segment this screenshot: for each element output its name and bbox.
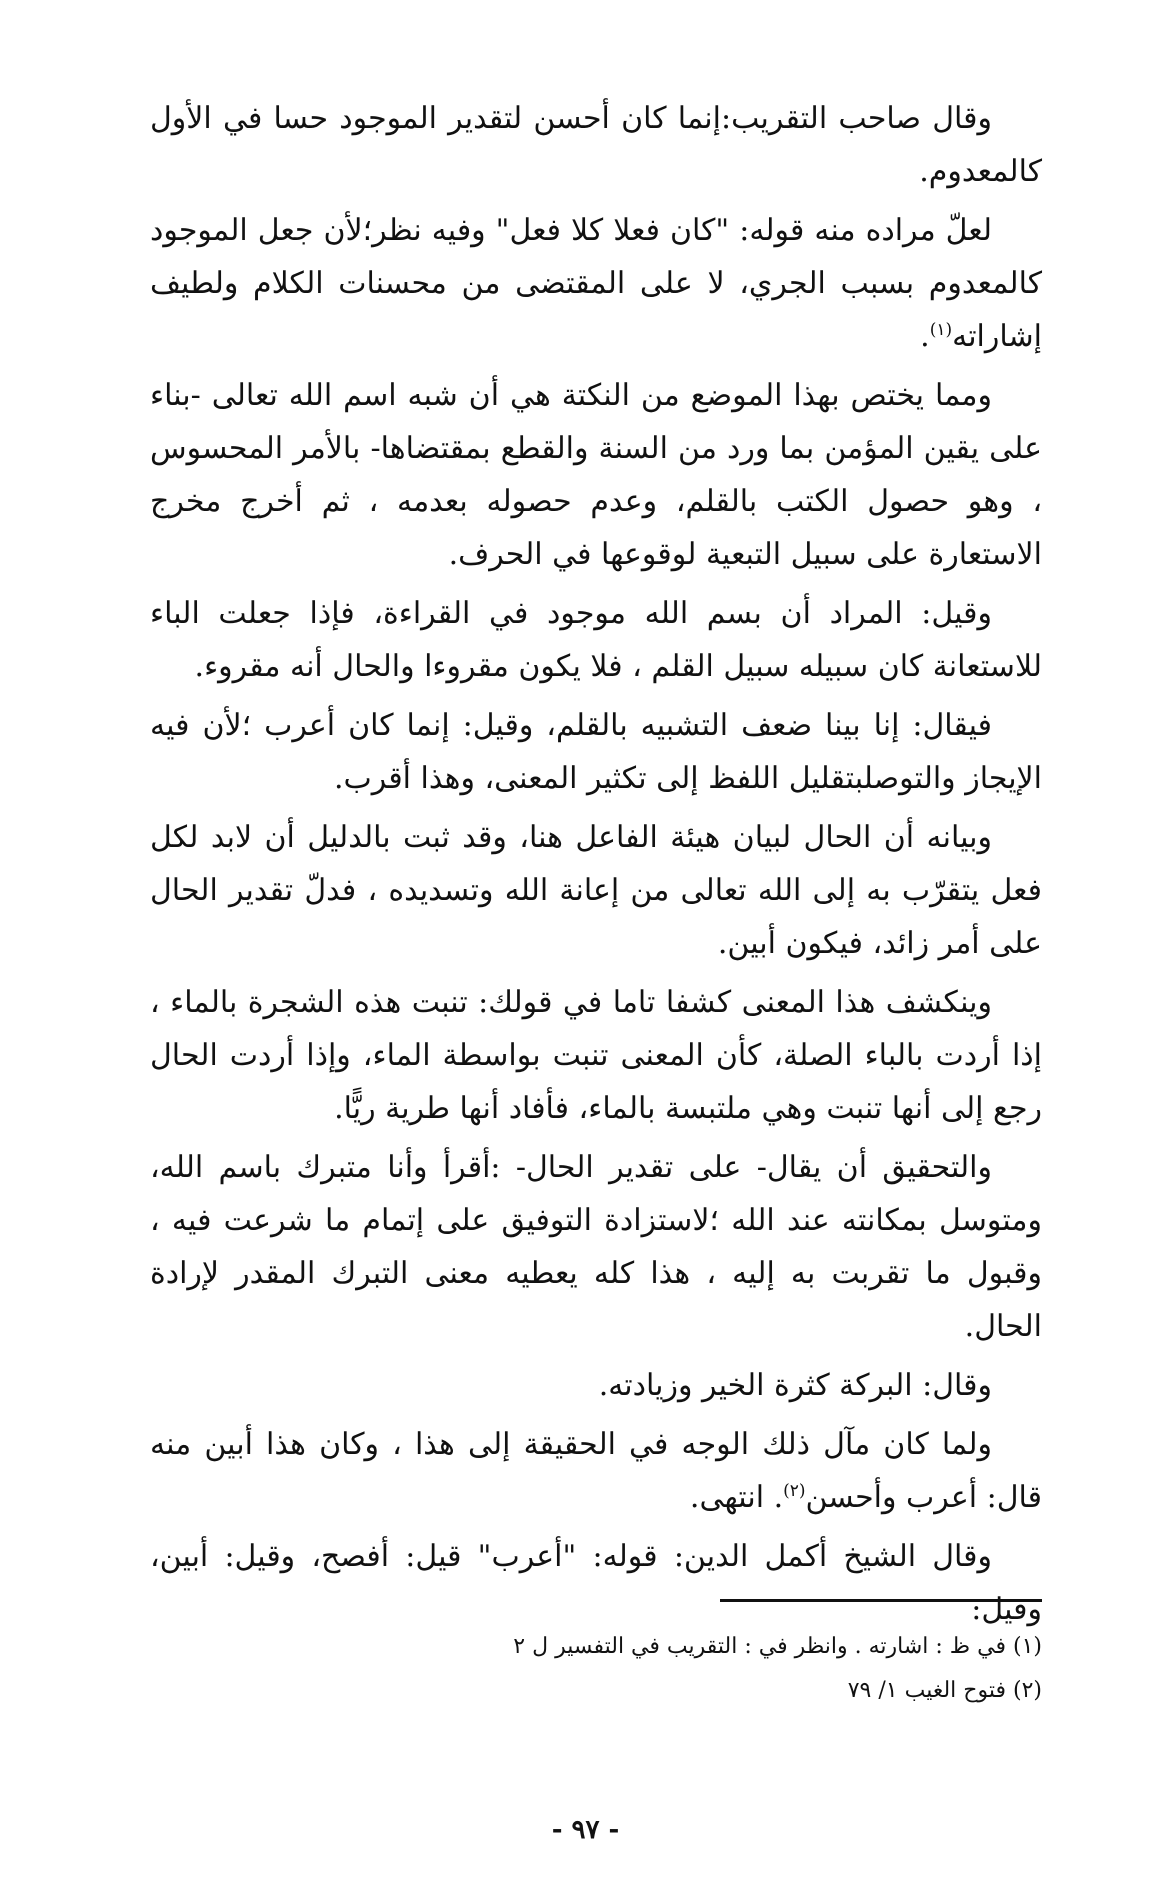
paragraph-5-text: فيقال: إنا بينا ضعف التشبيه بالقلم، وقيل: إنما كان أعرب ؛لأن فيه الإيجاز والتوصلبتقليل اللفظ إلى تكثير المعنى، وهذا أقرب. xyxy=(150,708,1042,796)
paragraph-3 xyxy=(150,369,1042,581)
page-number: - ٩٧ - xyxy=(551,1815,620,1845)
paragraph-11-text: وقال الشيخ أكمل الدين: قوله: "أعرب" قيل: أفصح، وقيل: أبين، وقيل: xyxy=(150,1539,1042,1627)
footnote-ref-1[interactable]: (١) xyxy=(929,320,953,340)
paragraph-1 xyxy=(150,92,1042,198)
paragraph-1-text: وقال صاحب التقريب:إنما كان أحسن لتقدير الموجود حسا في الأول كالمعدوم. xyxy=(150,101,1042,189)
paragraph-10-text: ولما كان مآل ذلك الوجه في الحقيقة إلى هذا ، وكان هذا أبين منه قال: أعرب وأحسن xyxy=(150,1427,1042,1515)
paragraph-8 xyxy=(150,1141,1042,1353)
paragraph-7 xyxy=(150,976,1042,1135)
paragraph-7-text: وينكشف هذا المعنى كشفا تاما في قولك: تنبت هذه الشجرة بالماء ، إذا أردت بالباء الصلة، كأن المعنى تنبت بواسطة الماء، وإذا أردت الحال رجع إلى أنها تنبت وهي ملتبسة بالماء، فأفاد أنها طرية ريًّا. xyxy=(150,985,1042,1126)
paragraph-2-text: لعلّ مراده منه قوله: "كان فعلا كلا فعل" وفيه نظر؛لأن جعل الموجود كالمعدوم بسبب الجري، لا على المقتضى من محسنات الكلام ولطيف إشاراته xyxy=(150,213,1042,354)
paragraph-8-text: والتحقيق أن يقال- على تقدير الحال- :أقرأ وأنا متبرك باسم الله، ومتوسل بمكانته عند الله ؛لاستزادة التوفيق على إتمام ما شرعت فيه ، وقبول ما تقربت به إليه ، هذا كله يعطيه معنى التبرك المقدر لإرادة الحال. xyxy=(150,1150,1042,1344)
footnote-1: (١) في ظ : اشارته . وانظر في : التقريب في التفسير ل ٢ xyxy=(513,1634,1042,1659)
paragraph-2-after: . xyxy=(920,319,930,354)
paragraph-2 xyxy=(150,204,1042,363)
paragraph-6-text: وبيانه أن الحال لبيان هيئة الفاعل هنا، وقد ثبت بالدليل أن لابد لكل فعل يتقرّب به إلى الله تعالى من إعانة الله وتسديده ، فدلّ تقدير الحال على أمر زائد، فيكون أبين. xyxy=(150,820,1042,961)
footnote-ref-2[interactable]: (٢) xyxy=(783,1481,806,1501)
paragraph-3-text: ومما يختص بهذا الموضع من النكتة هي أن شبه اسم الله تعالى -بناء على يقين المؤمن بما ورد من السنة والقطع بمقتضاها- بالأمر المحسوس ، وهو حصول الكتب بالقلم، وعدم حصوله بعدمه ، ثم أخرج مخرج الاستعارة على سبيل التبعية لوقوعها في الحرف. xyxy=(150,378,1042,572)
paragraph-11 xyxy=(150,1530,1042,1636)
paragraph-9 xyxy=(150,1359,1042,1412)
paragraph-6 xyxy=(150,811,1042,970)
paragraph-5 xyxy=(150,699,1042,805)
paragraph-4-text: وقيل: المراد أن بسم الله موجود في القراءة، فإذا جعلت الباء للاستعانة كان سبيله سبيل القلم ، فلا يكون مقروءا والحال أنه مقروء. xyxy=(150,596,1042,684)
footnotes xyxy=(150,1625,1042,1713)
paragraph-10-after: . انتهى. xyxy=(689,1480,784,1515)
main-text xyxy=(150,92,1042,1642)
footnote-2: (٢) فتوح الغيب ١/ ٧٩ xyxy=(847,1678,1042,1703)
footnote-separator xyxy=(720,1599,1042,1602)
paragraph-4 xyxy=(150,587,1042,693)
paragraph-10 xyxy=(150,1418,1042,1524)
paragraph-9-text: وقال: البركة كثرة الخير وزيادته. xyxy=(598,1368,992,1403)
